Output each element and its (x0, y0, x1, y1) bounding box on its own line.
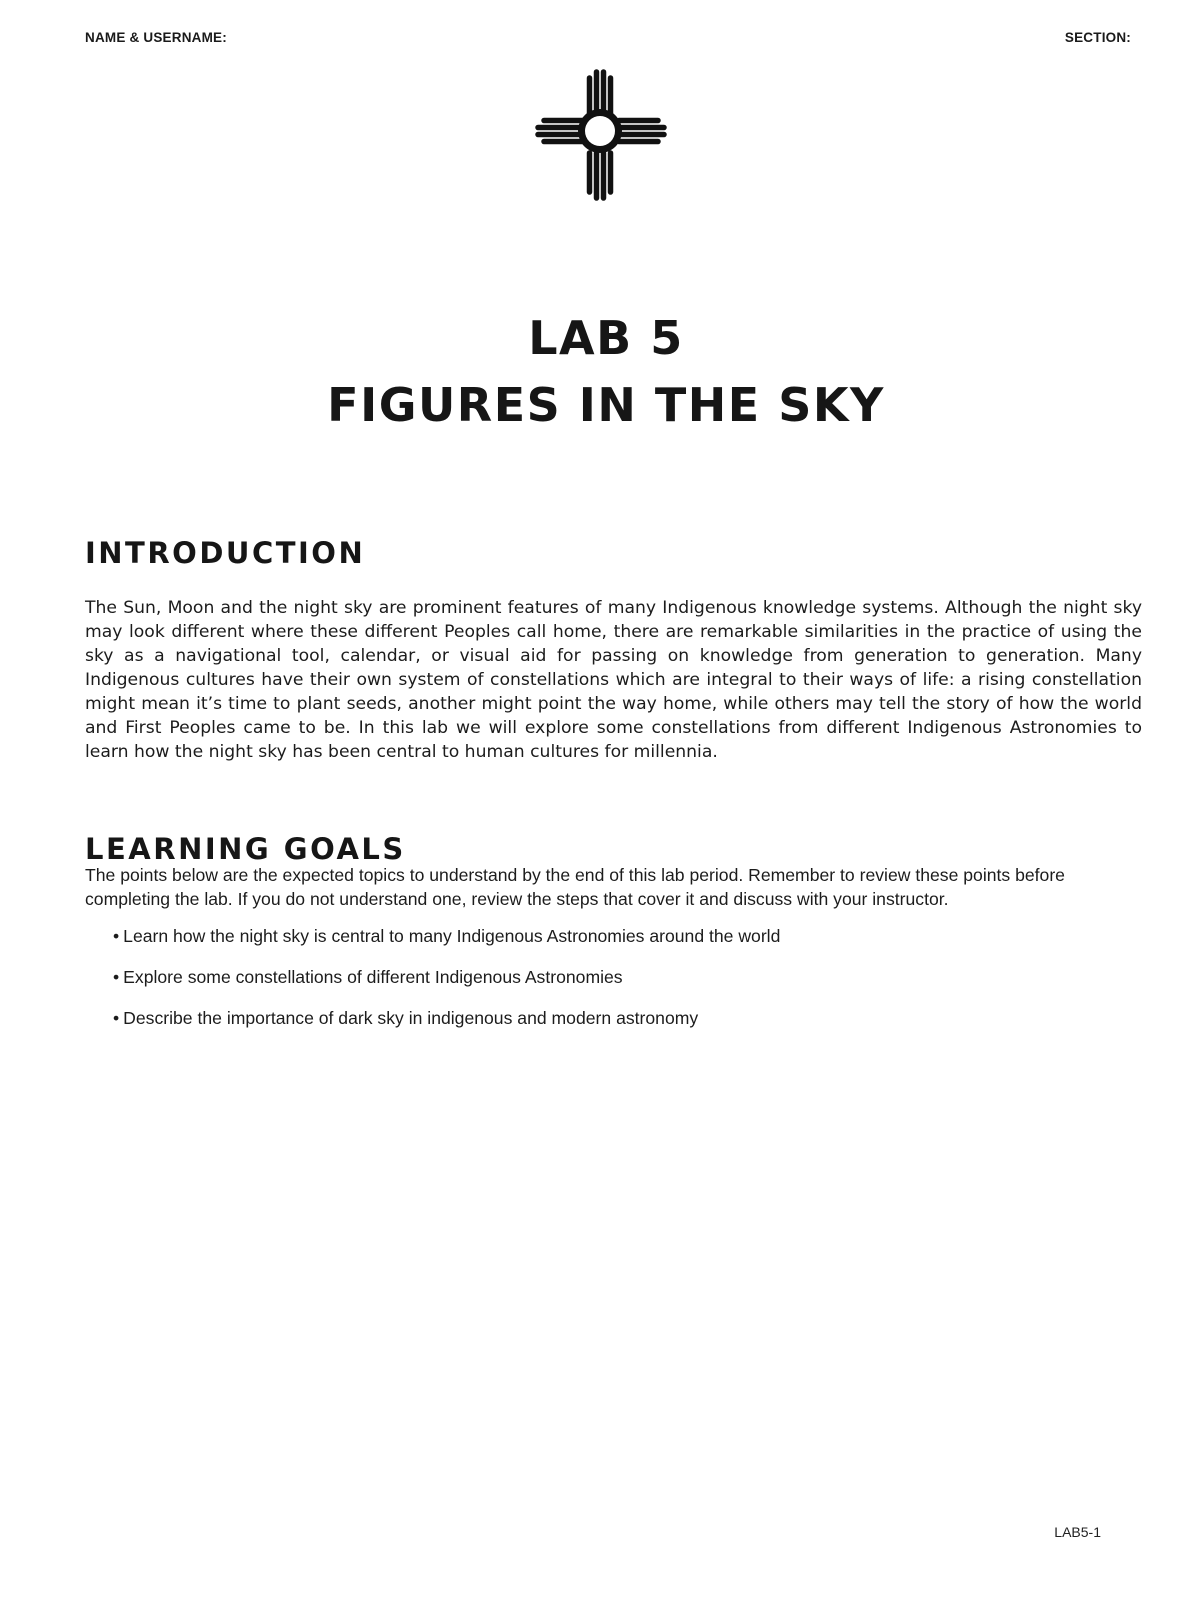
goal-text: Explore some constellations of different Indigenous Astronomies (123, 967, 623, 987)
introduction-heading: INTRODUCTION (85, 536, 366, 570)
page-number: LAB5-1 (1054, 1524, 1101, 1540)
goal-text: Learn how the night sky is central to many Indigenous Astronomies around the world (123, 926, 781, 946)
learning-goals-heading: LEARNING GOALS (85, 832, 406, 866)
name-username-label: NAME & USERNAME: (85, 30, 227, 45)
list-item: • Learn how the night sky is central to many Indigenous Astronomies around the world (113, 926, 781, 946)
zia-sun-symbol-icon (535, 69, 667, 201)
lab-number-title: LAB 5 (528, 311, 684, 365)
list-item: • Describe the importance of dark sky in indigenous and modern astronomy (113, 1008, 699, 1028)
learning-goals-list (113, 924, 780, 1047)
learning-goals-paragraph: The points below are the expected topics to understand by the end of this lab period. Remember to review these points before completing the lab. If you do not understand one, review the steps that cover it and discuss with your instructor. (85, 865, 1065, 909)
list-item: • Explore some constellations of different Indigenous Astronomies (113, 967, 623, 987)
lab-title: FIGURES IN THE SKY (327, 378, 885, 432)
section-label: SECTION: (1064, 30, 1131, 45)
goal-text: Describe the importance of dark sky in indigenous and modern astronomy (123, 1008, 699, 1028)
introduction-paragraph: The Sun, Moon and the night sky are prominent features of many Indigenous knowledge systems. Although the night sky may look different where these different Peoples call home, there are remarkable similarities in the practice of using the sky as a navigational tool, calendar, or visual aid for passing on knowledge from generation to generation. Many Indigenous cultures have their own system of constellations which are integral to their ways of life: a rising constellation might mean it’s time to plant seeds, another might point the way home, while others may tell the story of how the world and First Peoples came to be. In this lab we will explore some constellations from different Indigenous Astronomies to learn how the night sky has been central to human cultures for millennia. (85, 598, 1142, 762)
